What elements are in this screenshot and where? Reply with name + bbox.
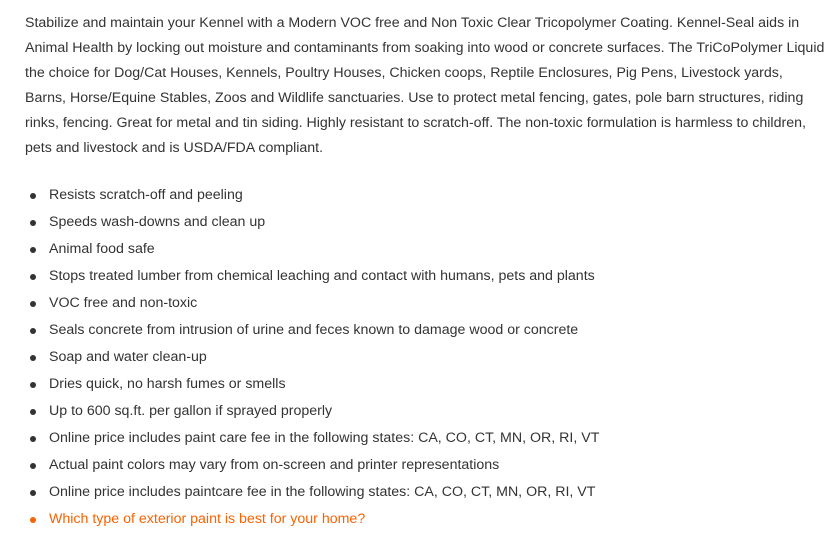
bullet-icon <box>30 247 36 253</box>
list-item <box>25 209 825 236</box>
list-item <box>25 425 825 452</box>
list-item <box>25 263 825 290</box>
bullet-icon <box>30 355 36 361</box>
product-description: Stabilize and maintain your Kennel with a Modern VOC free and Non Toxic Clear Tricopolymer Coating. Kennel-Seal aids in Animal Health by locking out moisture and contaminants from soaking into wood or concrete surfaces. The TriCoPolymer Liquid the choice for Dog/Cat Houses, Kennels, Poultry Houses, Chicken coops, Reptile Enclosures, Pig Pens, Livestock yards, Barns, Horse/Equine Stables, Zoos and Wildlife sanctuaries. Use to protect metal fencing, gates, pole barn structures, riding rinks, fencing. Great for metal and tin siding. Highly resistant to scratch-off. The non-toxic formulation is harmless to children, pets and livestock and is USDA/FDA compliant. <box>25 15 825 156</box>
feature-text: Online price includes paintcare fee in the following states: CA, CO, CT, MN, OR, RI, VT <box>49 484 596 500</box>
bullet-icon <box>30 274 36 280</box>
feature-text: Animal food safe <box>49 241 155 257</box>
feature-list <box>25 182 825 533</box>
feature-text: VOC free and non-toxic <box>49 295 198 311</box>
bullet-icon <box>30 301 36 307</box>
bullet-icon <box>30 463 36 469</box>
list-item <box>25 452 825 479</box>
exterior-paint-guide-link[interactable]: Which type of exterior paint is best for your home? <box>49 511 366 527</box>
bullet-icon <box>30 220 36 226</box>
feature-text: Up to 600 sq.ft. per gallon if sprayed properly <box>49 403 333 419</box>
bullet-icon <box>30 436 36 442</box>
feature-text: Online price includes paint care fee in the following states: CA, CO, CT, MN, OR, RI, VT <box>49 430 600 446</box>
list-item <box>25 236 825 263</box>
list-item <box>25 479 825 506</box>
feature-text: Soap and water clean-up <box>49 349 207 365</box>
list-item <box>25 317 825 344</box>
bullet-icon <box>30 328 36 334</box>
feature-text: Speeds wash-downs and clean up <box>49 214 266 230</box>
list-item <box>25 344 825 371</box>
list-item <box>25 182 825 209</box>
list-item-link <box>25 506 825 533</box>
feature-text: Resists scratch-off and peeling <box>49 187 243 203</box>
feature-text: Stops treated lumber from chemical leaching and contact with humans, pets and plants <box>49 268 595 284</box>
feature-text: Actual paint colors may vary from on-screen and printer representations <box>49 457 500 473</box>
bullet-icon <box>30 517 36 523</box>
feature-text: Seals concrete from intrusion of urine and feces known to damage wood or concrete <box>49 322 579 338</box>
list-item <box>25 398 825 425</box>
bullet-icon <box>30 409 36 415</box>
feature-text: Dries quick, no harsh fumes or smells <box>49 376 286 392</box>
list-item <box>25 290 825 317</box>
list-item <box>25 371 825 398</box>
bullet-icon <box>30 490 36 496</box>
bullet-icon <box>30 193 36 199</box>
bullet-icon <box>30 382 36 388</box>
